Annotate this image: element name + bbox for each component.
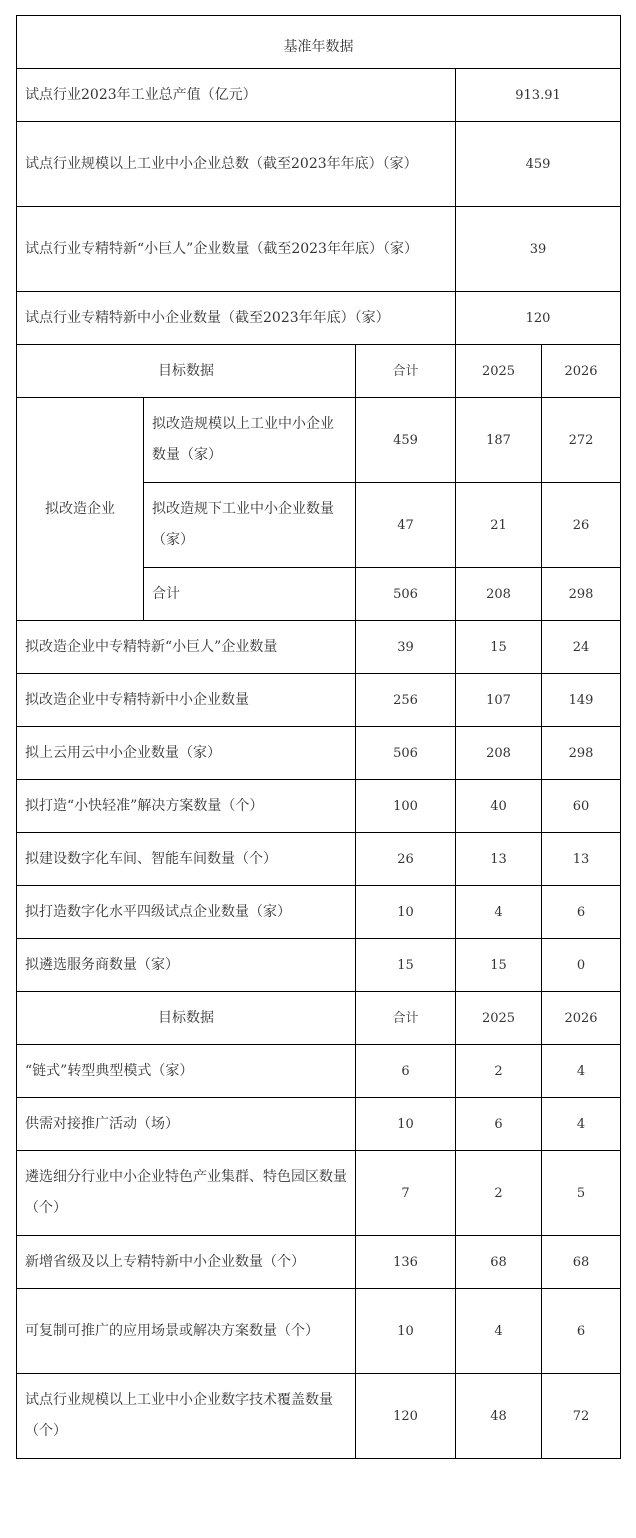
cell-2026: 13: [542, 833, 621, 886]
cell-total: 10: [356, 1098, 456, 1151]
row-label: 拟改造企业中专精特新中小企业数量: [17, 674, 356, 727]
cell-2025: 4: [456, 1289, 542, 1374]
cell-2025: 4: [456, 886, 542, 939]
target-header-row: [17, 992, 621, 1045]
row-value: 459: [456, 122, 621, 207]
cell-2025: 187: [456, 398, 542, 483]
table-row: [17, 939, 621, 992]
row-label: 拟改造规下工业中小企业数量（家）: [144, 483, 356, 568]
cell-total: 459: [356, 398, 456, 483]
cell-2026: 6: [542, 886, 621, 939]
cell-2026: 26: [542, 483, 621, 568]
cell-2026: 24: [542, 621, 621, 674]
header-2026: 2026: [542, 992, 621, 1045]
table-row: [17, 69, 621, 122]
target-header-row: [17, 345, 621, 398]
row-label: 拟打造数字化水平四级试点企业数量（家）: [17, 886, 356, 939]
cell-2026: 4: [542, 1098, 621, 1151]
table-row: [17, 674, 621, 727]
cell-2026: 6: [542, 1289, 621, 1374]
data-table: [16, 15, 621, 1459]
cell-2025: 15: [456, 621, 542, 674]
row-label: 遴选细分行业中小企业特色产业集群、特色园区数量（个）: [17, 1151, 356, 1236]
header-total: 合计: [356, 345, 456, 398]
cell-total: 506: [356, 568, 456, 621]
header-2025: 2025: [456, 992, 542, 1045]
cell-2026: 149: [542, 674, 621, 727]
cell-2025: 2: [456, 1151, 542, 1236]
cell-2025: 13: [456, 833, 542, 886]
cell-total: 10: [356, 1289, 456, 1374]
cell-total: 39: [356, 621, 456, 674]
row-value: 39: [456, 207, 621, 292]
table-row: [17, 207, 621, 292]
target-header-label: 目标数据: [17, 345, 356, 398]
cell-total: 6: [356, 1045, 456, 1098]
cell-2026: 298: [542, 727, 621, 780]
cell-total: 7: [356, 1151, 456, 1236]
table-row: [17, 780, 621, 833]
header-2026: 2026: [542, 345, 621, 398]
table-row: [17, 292, 621, 345]
cell-2025: 68: [456, 1236, 542, 1289]
cell-2026: 68: [542, 1236, 621, 1289]
cell-2025: 21: [456, 483, 542, 568]
cell-total: 100: [356, 780, 456, 833]
group-label: 拟改造企业: [17, 398, 144, 621]
row-label: 拟遴选服务商数量（家）: [17, 939, 356, 992]
cell-2026: 5: [542, 1151, 621, 1236]
cell-total: 256: [356, 674, 456, 727]
cell-total: 15: [356, 939, 456, 992]
cell-2026: 0: [542, 939, 621, 992]
cell-2025: 48: [456, 1374, 542, 1459]
table-row: [17, 1045, 621, 1098]
table-row: [17, 1151, 621, 1236]
cell-2025: 208: [456, 568, 542, 621]
table-row: [17, 122, 621, 207]
cell-total: 506: [356, 727, 456, 780]
row-label: 试点行业规模以上工业中小企业总数（截至2023年年底）（家）: [17, 122, 456, 207]
target-header-label: 目标数据: [17, 992, 356, 1045]
row-label: 可复制可推广的应用场景或解决方案数量（个）: [17, 1289, 356, 1374]
cell-2026: 72: [542, 1374, 621, 1459]
table-row: [17, 1236, 621, 1289]
table-row: [17, 1098, 621, 1151]
cell-total: 136: [356, 1236, 456, 1289]
cell-2026: 60: [542, 780, 621, 833]
table-row: [17, 1374, 621, 1459]
cell-2026: 272: [542, 398, 621, 483]
row-label: 试点行业规模以上工业中小企业数字技术覆盖数量（个）: [17, 1374, 356, 1459]
row-label: 供需对接推广活动（场）: [17, 1098, 356, 1151]
table-row: [17, 886, 621, 939]
cell-2025: 208: [456, 727, 542, 780]
cell-total: 47: [356, 483, 456, 568]
row-label: 试点行业专精特新中小企业数量（截至2023年年底）（家）: [17, 292, 456, 345]
cell-total: 26: [356, 833, 456, 886]
header-2025: 2025: [456, 345, 542, 398]
row-label: 拟改造企业中专精特新“小巨人”企业数量: [17, 621, 356, 674]
row-value: 120: [456, 292, 621, 345]
base-header-row: [17, 16, 621, 69]
cell-2026: 298: [542, 568, 621, 621]
cell-total: 10: [356, 886, 456, 939]
table-row: [17, 398, 621, 483]
row-label: 拟改造规模以上工业中小企业数量（家）: [144, 398, 356, 483]
cell-2025: 2: [456, 1045, 542, 1098]
row-label: 拟打造“小快轻准”解决方案数量（个）: [17, 780, 356, 833]
row-label: 拟上云用云中小企业数量（家）: [17, 727, 356, 780]
cell-2025: 107: [456, 674, 542, 727]
row-label: 试点行业专精特新“小巨人”企业数量（截至2023年年底）（家）: [17, 207, 456, 292]
cell-2025: 6: [456, 1098, 542, 1151]
cell-2025: 15: [456, 939, 542, 992]
cell-2025: 40: [456, 780, 542, 833]
table-row: [17, 833, 621, 886]
row-label: 合计: [144, 568, 356, 621]
row-label: 新增省级及以上专精特新中小企业数量（个）: [17, 1236, 356, 1289]
table-row: [17, 727, 621, 780]
base-header: 基准年数据: [17, 16, 621, 69]
row-label: 试点行业2023年工业总产值（亿元）: [17, 69, 456, 122]
table-row: [17, 1289, 621, 1374]
cell-2026: 4: [542, 1045, 621, 1098]
row-label: “链式”转型典型模式（家）: [17, 1045, 356, 1098]
header-total: 合计: [356, 992, 456, 1045]
cell-total: 120: [356, 1374, 456, 1459]
row-value: 913.91: [456, 69, 621, 122]
table-row: [17, 621, 621, 674]
row-label: 拟建设数字化车间、智能车间数量（个）: [17, 833, 356, 886]
